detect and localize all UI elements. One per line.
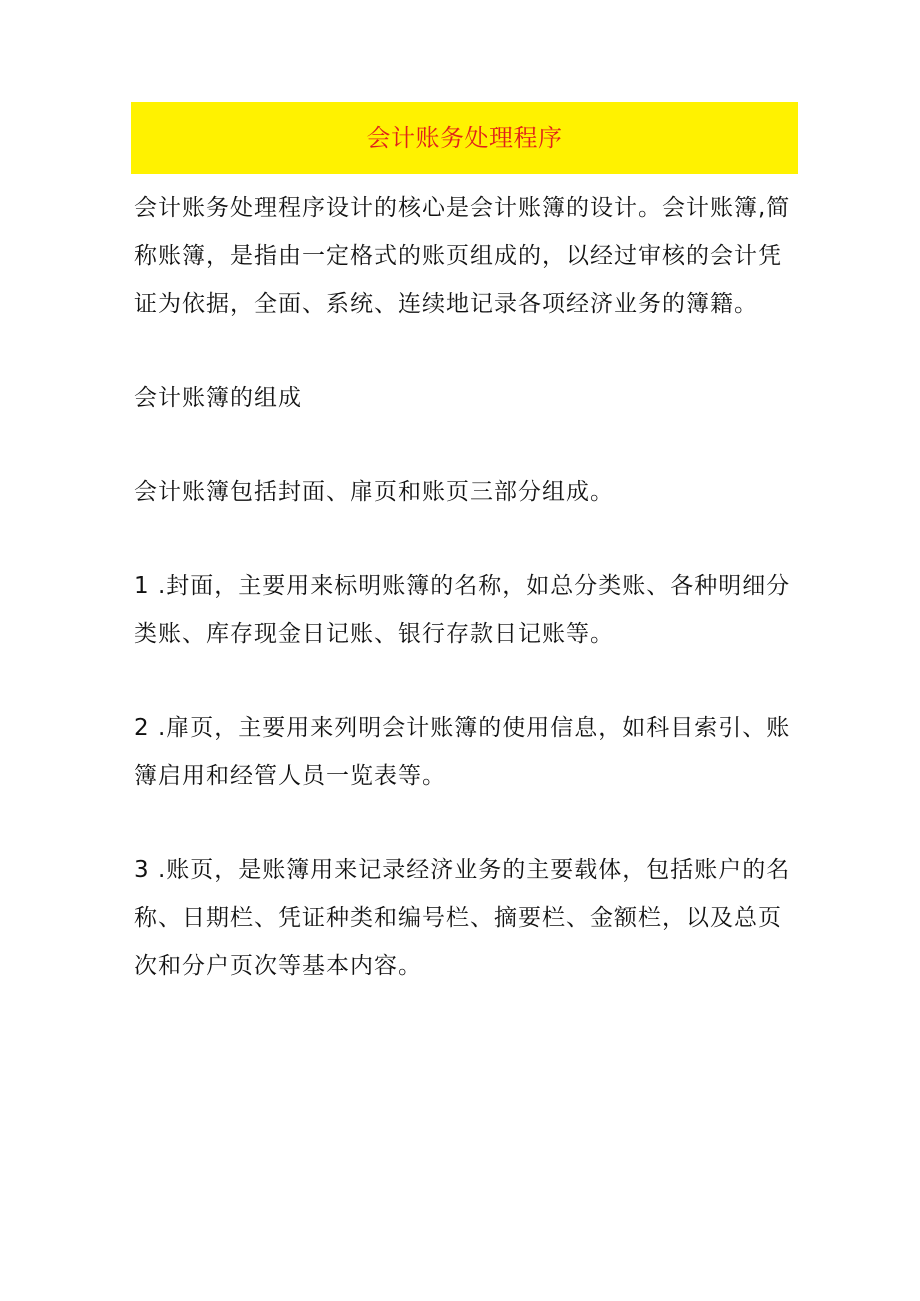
title-banner [131, 102, 798, 174]
intro-paragraph: 会计账务处理程序设计的核心是会计账簿的设计。会计账簿,简称账簿，是指由一定格式的账页组成的，以经过审核的会计凭证为依据，全面、系统、连续地记录各项经济业务的簿籍。 [134, 195, 791, 317]
document-title: 会计账务处理程序 [366, 124, 563, 152]
list-item-flyleaf: 2 .扉页，主要用来列明会计账簿的使用信息，如科目索引、账簿启用和经管人员一览表等。 [134, 715, 791, 789]
document-body [134, 184, 798, 990]
list-item-cover: 1 .封面，主要用来标明账簿的名称，如总分类账、各种明细分类账、库存现金日记账、银行存款日记账等。 [134, 573, 791, 647]
section-heading: 会计账簿的组成 [134, 385, 302, 411]
list-item-ledger-page: 3 .账页，是账簿用来记录经济业务的主要载体，包括账户的名称、日期栏、凭证种类和编号栏、摘要栏、金额栏，以及总页次和分户页次等基本内容。 [134, 857, 791, 979]
composition-paragraph: 会计账簿包括封面、扉页和账页三部分组成。 [134, 479, 614, 505]
